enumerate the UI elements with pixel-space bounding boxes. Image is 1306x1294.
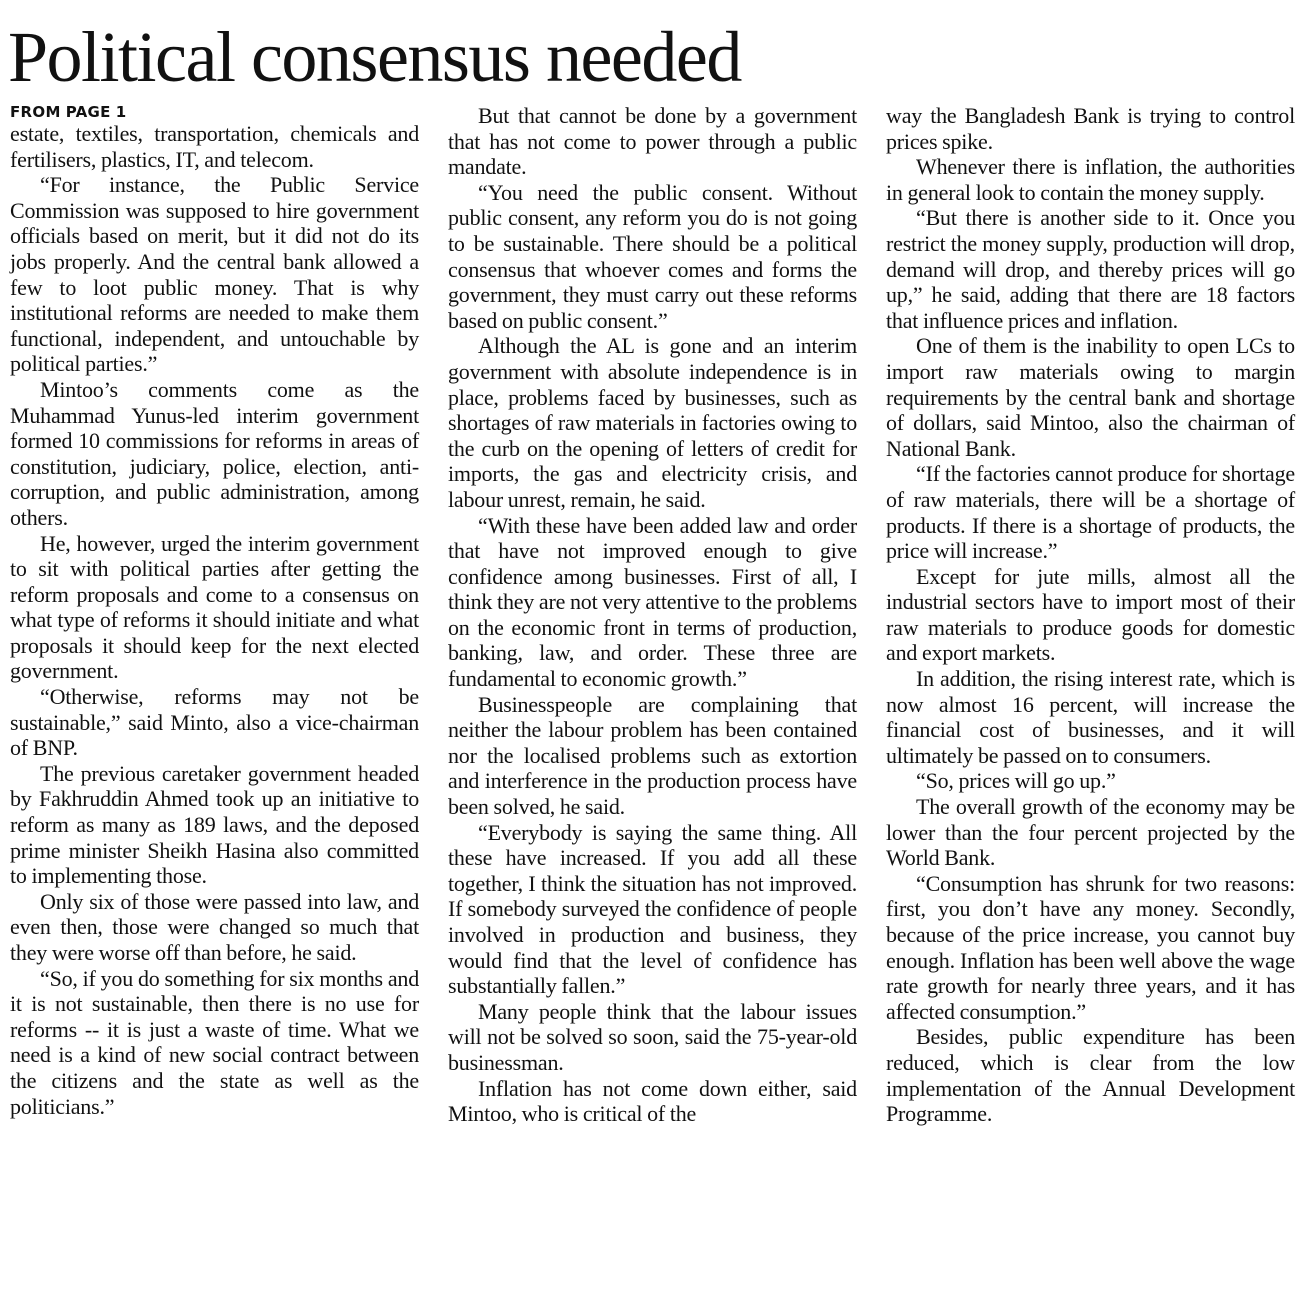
paragraph: “So, if you do something for six months and it is not sustainable, then there is no use for reforms -- it is just a waste of time. What we need is a kind of new social contract between the citizens and the state as well as the politicians.” xyxy=(10,965,419,1119)
paragraph: Mintoo’s comments come as the Muhammad Yunus-led interim government formed 10 commissions for reforms in areas of constitution, judiciary, police, election, anti-corruption, and public administration, among others. xyxy=(10,376,419,530)
paragraph: way the Bangladesh Bank is trying to control prices spike. xyxy=(886,103,1295,154)
paragraph: One of them is the inability to open LCs to import raw materials owing to margin requirements by the central bank and shortage of dollars, said Mintoo, also the chairman of National Bank. xyxy=(886,333,1295,461)
paragraph: “Consumption has shrunk for two reasons: first, you don’t have any money. Secondly, because of the price increase, you cannot buy enough. Inflation has been well above the wage rate growth for nearly three years, and it has affected consumption.” xyxy=(886,870,1295,1024)
paragraph: “Otherwise, reforms may not be sustainable,” said Minto, also a vice-chairman of BNP. xyxy=(10,684,419,761)
article-headline: Political consensus needed xyxy=(8,17,741,97)
paragraph: “But there is another side to it. Once you restrict the money supply, production will drop, demand will drop, and thereby prices will go up,” he said, adding that there are 18 factors that influence prices and inflation. xyxy=(886,205,1295,333)
article-column-3 xyxy=(886,103,1295,1127)
paragraph: “If the factories cannot produce for shortage of raw materials, there will be a shortage of products. If there is a shortage of products, the price will increase.” xyxy=(886,461,1295,564)
paragraph: Except for jute mills, almost all the industrial sectors have to import most of their raw materials to produce goods for domestic and export markets. xyxy=(886,563,1295,666)
paragraph: “You need the public consent. Without public consent, any reform you do is not going to be sustainable. There should be a political consensus that whoever comes and forms the government, they must carry out these reforms based on public consent.” xyxy=(448,179,857,333)
paragraph: “Everybody is saying the same thing. All these have increased. If you add all these together, I think the situation has not improved. If somebody surveyed the confidence of people involved in production and business, they would find that the level of confidence has substantially fallen.” xyxy=(448,819,857,999)
paragraph: Besides, public expenditure has been reduced, which is clear from the low implementation of the Annual Development Programme. xyxy=(886,1024,1295,1127)
paragraph: Many people think that the labour issues will not be solved so soon, said the 75-year-old businessman. xyxy=(448,998,857,1075)
paragraph: But that cannot be done by a government that has not come to power through a public mandate. xyxy=(448,103,857,180)
paragraph: “With these have been added law and order that have not improved enough to give confidence among businesses. First of all, I think they are not very attentive to the problems on the economic front in terms of production, banking, law, and order. These three are fundamental to economic growth.” xyxy=(448,512,857,692)
dateline-label: FROM PAGE 1 xyxy=(10,103,127,121)
paragraph: Businesspeople are complaining that neither the labour problem has been contained nor the localised problems such as extortion and interference in the production process have been solved, he said. xyxy=(448,691,857,820)
paragraph: Although the AL is gone and an interim government with absolute independence is in place, problems faced by businesses, such as shortages of raw materials in factories owing to the curb on the opening of letters of credit for imports, the gas and electricity crisis, and labour unrest, remain, he said. xyxy=(448,333,857,512)
paragraph: The overall growth of the economy may be lower than the four percent projected by the World Bank. xyxy=(886,794,1295,871)
paragraph: “So, prices will go up.” xyxy=(916,768,1116,794)
paragraph: Whenever there is inflation, the authorities in general look to contain the money supply. xyxy=(886,154,1295,205)
paragraph: Only six of those were passed into law, and even then, those were changed so much that they were worse off than before, he said. xyxy=(10,888,419,965)
paragraph: estate, textiles, transportation, chemicals and fertilisers, plastics, IT, and telecom. xyxy=(10,121,419,172)
paragraph: The previous caretaker government headed by Fakhruddin Ahmed took up an initiative to reform as many as 189 laws, and the deposed prime minister Sheikh Hasina also committed to implementing those. xyxy=(10,760,419,889)
paragraph: “For instance, the Public Service Commission was supposed to hire government officials based on merit, but it did not do its jobs properly. And the central bank allowed a few to loot public money. That is why institutional reforms are needed to make them functional, independent, and untouchable by political parties.” xyxy=(10,172,419,377)
paragraph: He, however, urged the interim government to sit with political parties after getting the reform proposals and come to a consensus on what type of reforms it should initiate and what proposals it should keep for the next elected government. xyxy=(10,530,419,684)
paragraph: Inflation has not come down either, said Mintoo, who is critical of the xyxy=(448,1075,857,1127)
article-column-2 xyxy=(448,103,857,1127)
paragraph: In addition, the rising interest rate, which is now almost 16 percent, will increase the financial cost of businesses, and it will ultimately be passed on to consumers. xyxy=(886,666,1295,768)
article-column-1 xyxy=(10,103,419,1119)
